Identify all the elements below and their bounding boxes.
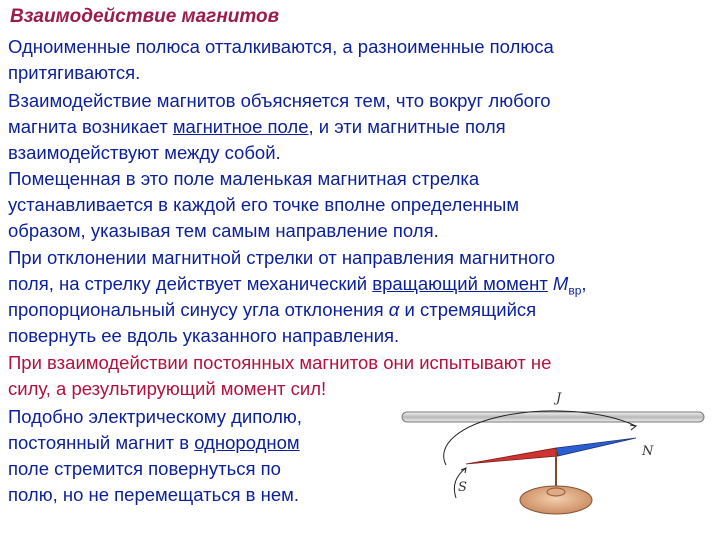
para6-line4: полю, но не перемещаться в нем. xyxy=(8,484,299,505)
uniform-field-link[interactable]: однородном xyxy=(194,432,300,453)
para5-line1: При взаимодействии постоянных магнитов они испытывают не xyxy=(8,352,552,373)
para6-line1: Подобно электрическому диполю, xyxy=(8,406,302,427)
torque-link[interactable]: вращающий момент xyxy=(372,273,548,294)
magnetic-field-link[interactable]: магнитное поле xyxy=(172,116,309,137)
label-n: N xyxy=(642,444,654,459)
magnet-figure xyxy=(398,380,708,535)
label-j: J xyxy=(556,391,562,406)
para4-line2-text: поля, на стрелку действует механический xyxy=(8,273,373,294)
para1-line2: притягиваются. xyxy=(8,62,141,83)
para4-line3-tail: и стремящийся xyxy=(399,299,537,320)
para2-line1: Взаимодействие магнитов объясняется тем, что вокруг любого xyxy=(8,90,551,111)
torque-symbol: M xyxy=(547,273,569,294)
alpha-symbol: α xyxy=(388,299,400,320)
para4-line4: повернуть ее вдоль указанного направления. xyxy=(8,325,400,346)
slide-title: Взаимодействие магнитов xyxy=(10,6,280,27)
para3-line2: устанавливается в каждой его точке вполне определенным xyxy=(8,194,520,215)
para4-line1: При отклонении магнитной стрелки от направления магнитного xyxy=(8,247,556,268)
para1-line1: Одноименные полюса отталкиваются, а разноименные полюса xyxy=(8,36,554,57)
stand-hub xyxy=(547,488,565,496)
para4-line3 xyxy=(8,297,536,323)
label-s: S xyxy=(458,480,467,495)
torque-subscript: вр xyxy=(568,283,582,298)
para2-line2-text: магнита возникает xyxy=(8,116,173,137)
current-rod xyxy=(402,412,704,422)
para2-line3: взаимодействуют между собой. xyxy=(8,142,281,163)
para2-line2 xyxy=(8,114,506,140)
para3-line1: Помещенная в это поле маленькая магнитная стрелка xyxy=(8,168,480,189)
needle-south-half xyxy=(466,448,558,464)
needle-north-half xyxy=(556,438,636,456)
para6-line2 xyxy=(8,430,300,456)
para4-line2-comma: , xyxy=(581,273,587,294)
para5-line2: силу, а результирующий момент сил! xyxy=(8,378,327,399)
para3-line3: образом, указывая тем самым направление поля. xyxy=(8,220,439,241)
para2-line2-tail: , и эти магнитные поля xyxy=(308,116,506,137)
arc-arrow-head xyxy=(630,425,636,430)
para6-line3: поле стремится повернуться по xyxy=(8,458,281,479)
para4-line3-text: пропорциональный синусу угла отклонения xyxy=(8,299,389,320)
para6-line2-text: постоянный магнит в xyxy=(8,432,195,453)
